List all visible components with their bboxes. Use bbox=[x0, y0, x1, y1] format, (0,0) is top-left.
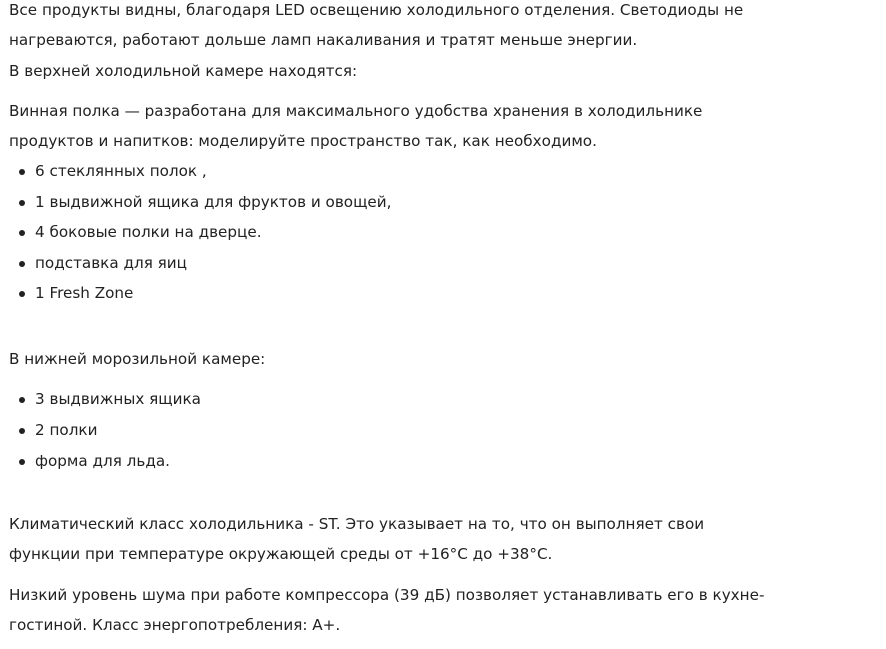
list-item bbox=[35, 451, 170, 471]
intro-line-1: Все продукты видны, благодаря LED освещению холодильного отделения. Светодиоды не bbox=[9, 1, 744, 19]
bullet-icon bbox=[19, 459, 25, 465]
freezer-heading: В нижней морозильной камере: bbox=[9, 350, 266, 368]
list-item bbox=[35, 283, 133, 303]
bullet-icon bbox=[19, 261, 25, 267]
climate-line-1: Климатический класс холодильника - ST. Это указывает на то, что он выполняет свои bbox=[9, 515, 705, 533]
bullet-icon bbox=[19, 230, 25, 236]
intro-line-3: В верхней холодильной камере находятся: bbox=[9, 62, 358, 80]
wine-shelf-line-1: Винная полка — разработана для максимального удобства хранения в холодильнике bbox=[9, 102, 703, 120]
list-item bbox=[35, 161, 207, 181]
bullet-icon bbox=[19, 397, 25, 403]
climate-line-2: функции при температуре окружающей среды от +16°C до +38°C. bbox=[9, 545, 553, 563]
bullet-icon bbox=[19, 169, 25, 175]
bullet-icon bbox=[19, 200, 25, 206]
list-item bbox=[35, 253, 187, 273]
list-item-label: 3 выдвижных ящика bbox=[35, 390, 201, 408]
intro-line-2: нагреваются, работают дольше ламп накаливания и тратят меньше энергии. bbox=[9, 31, 638, 49]
list-item bbox=[35, 192, 391, 212]
list-item-label: форма для льда. bbox=[35, 452, 170, 470]
list-item-label: 1 Fresh Zone bbox=[35, 284, 134, 302]
list-item bbox=[35, 389, 201, 409]
bullet-icon bbox=[19, 428, 25, 434]
list-item-label: подставка для яиц bbox=[35, 254, 188, 272]
wine-shelf-line-2: продуктов и напитков: моделируйте пространство так, как необходимо. bbox=[9, 132, 597, 150]
list-item-label: 4 боковые полки на дверце. bbox=[35, 223, 262, 241]
list-item bbox=[35, 222, 262, 242]
list-item bbox=[35, 420, 97, 440]
list-item-label: 1 выдвижной ящика для фруктов и овощей, bbox=[35, 193, 392, 211]
bullet-icon bbox=[19, 291, 25, 297]
noise-line-2: гостиной. Класс энергопотребления: A+. bbox=[9, 616, 341, 634]
noise-line-1: Низкий уровень шума при работе компрессора (39 дБ) позволяет устанавливать его в кухне- bbox=[9, 586, 765, 604]
list-item-label: 2 полки bbox=[35, 421, 98, 439]
list-item-label: 6 стеклянных полок , bbox=[35, 162, 207, 180]
